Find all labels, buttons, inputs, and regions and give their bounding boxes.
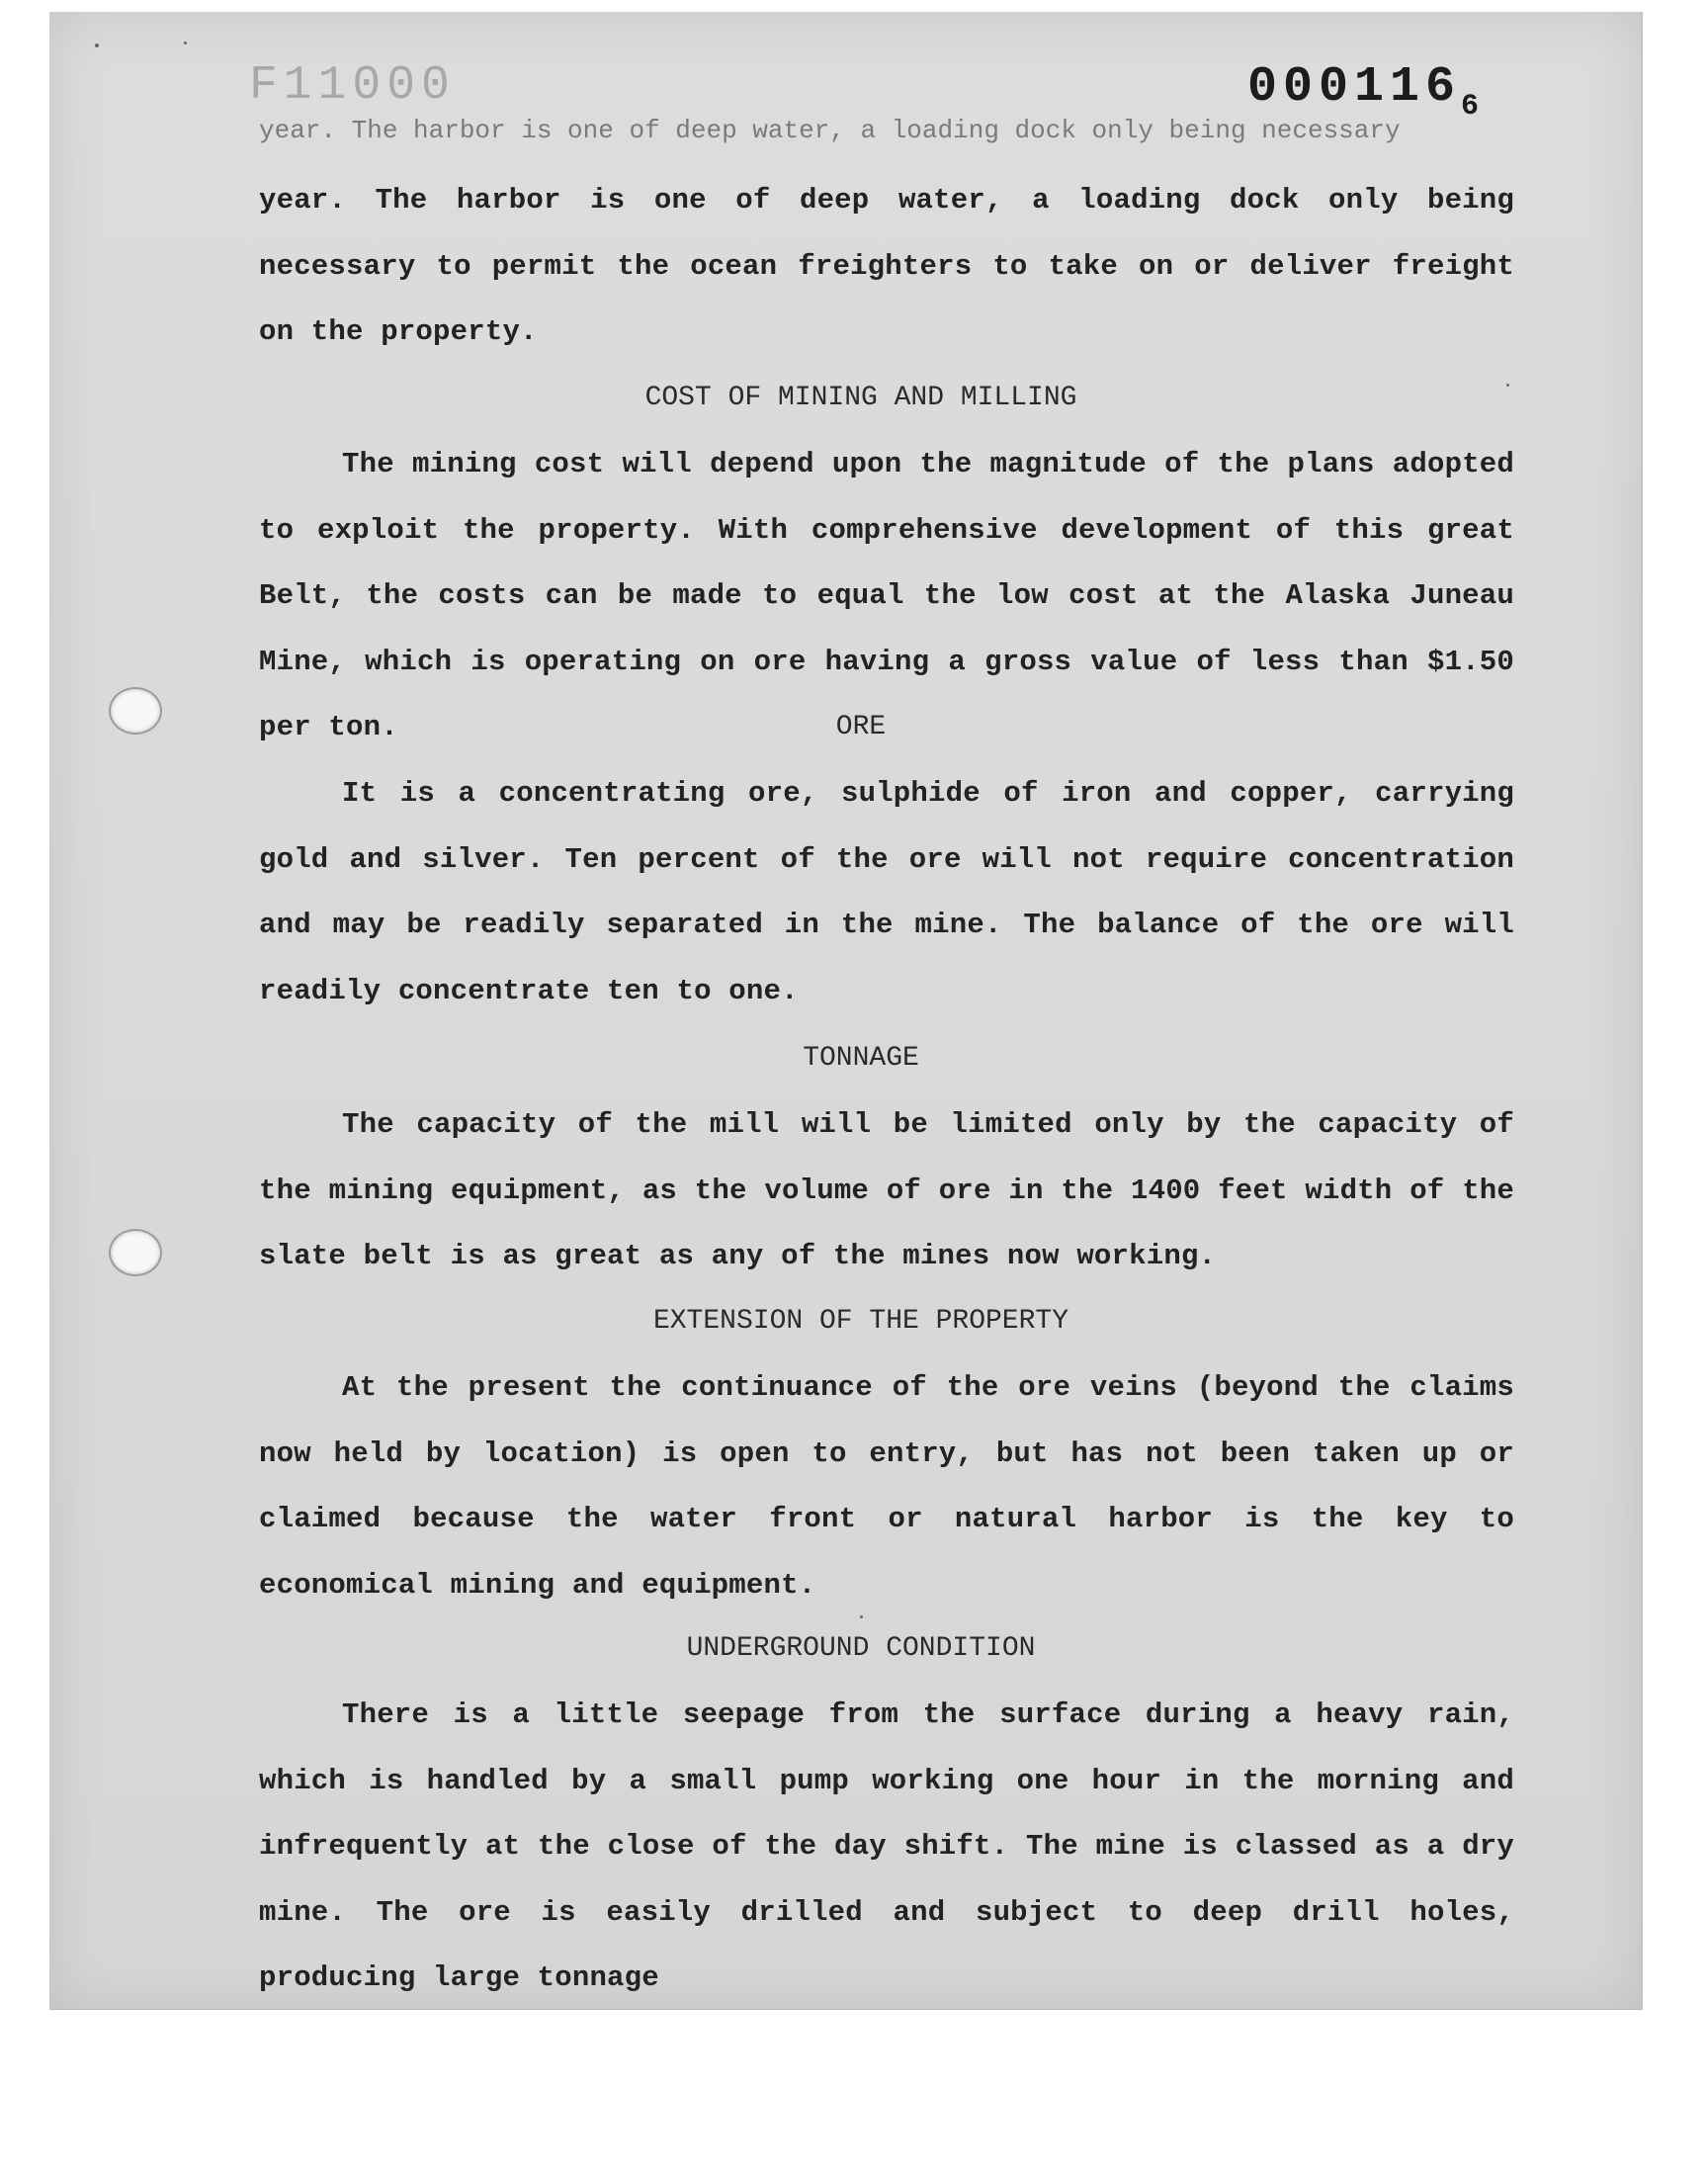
punch-hole-upper xyxy=(109,687,162,735)
section-heading-underground: UNDERGROUND CONDITION xyxy=(686,1633,1036,1664)
section-body-underground: There is a little seepage from the surface during a heavy rain, which is handled by a small pump working one hour in the morning and infrequently at the close of the day shift. The mine is classed as a dry mine. The ore is easily drilled and subject to deep drill holes, producing large tonnage xyxy=(259,1698,1514,1994)
section-heading-tonnage: TONNAGE xyxy=(803,1043,919,1074)
intro-paragraph: year. The harbor is one of deep water, a loading dock only being necessary to permit the ocean freighters to take on or deliver freight on the property. xyxy=(259,184,1514,348)
scan-speck xyxy=(184,42,187,44)
page-number-main: 000116 xyxy=(1247,59,1462,116)
section-body-tonnage: The capacity of the mill will be limited only by the capacity of the mining equipment, as the volume of ore in the 1400 feet width of the slate belt is as great as any of the mines now working. xyxy=(259,1108,1514,1272)
section-heading-extension: EXTENSION OF THE PROPERTY xyxy=(652,1306,1069,1337)
scan-speck xyxy=(1506,384,1509,387)
section-heading-ore: ORE xyxy=(835,712,887,742)
punch-hole-lower xyxy=(109,1229,162,1276)
faded-stamp-number: F11000 xyxy=(249,59,456,113)
page-number-sub: 6 xyxy=(1461,90,1480,124)
section-body-extension: At the present the continuance of the ore veins (beyond the claims now held by location) is open to entry, but has not been taken up or claimed because the water front or natural harbor is the key to economical mining and equipment. xyxy=(259,1371,1514,1602)
section-heading-cost: COST OF MINING AND MILLING xyxy=(644,383,1077,413)
page-number-stamp xyxy=(1247,59,1479,124)
scan-speck xyxy=(95,44,99,47)
section-body-cost: The mining cost will depend upon the magnitude of the plans adopted to exploit the property. With comprehensive development of this great Belt, the costs can be made to equal the low cost at the Alaska Juneau Mine, which is operating on ore having a gross value of less than $1.50 per ton. xyxy=(259,448,1514,743)
section-body-ore: It is a concentrating ore, sulphide of iron and copper, carrying gold and silver. Ten percent of the ore will not require concentration and may be readily separated in the mine. The balance of the ore will readily concentrate ten to one. xyxy=(259,777,1514,1007)
bleed-through-text: year. The harbor is one of deep water, a loading dock only being necessary xyxy=(259,116,1401,145)
